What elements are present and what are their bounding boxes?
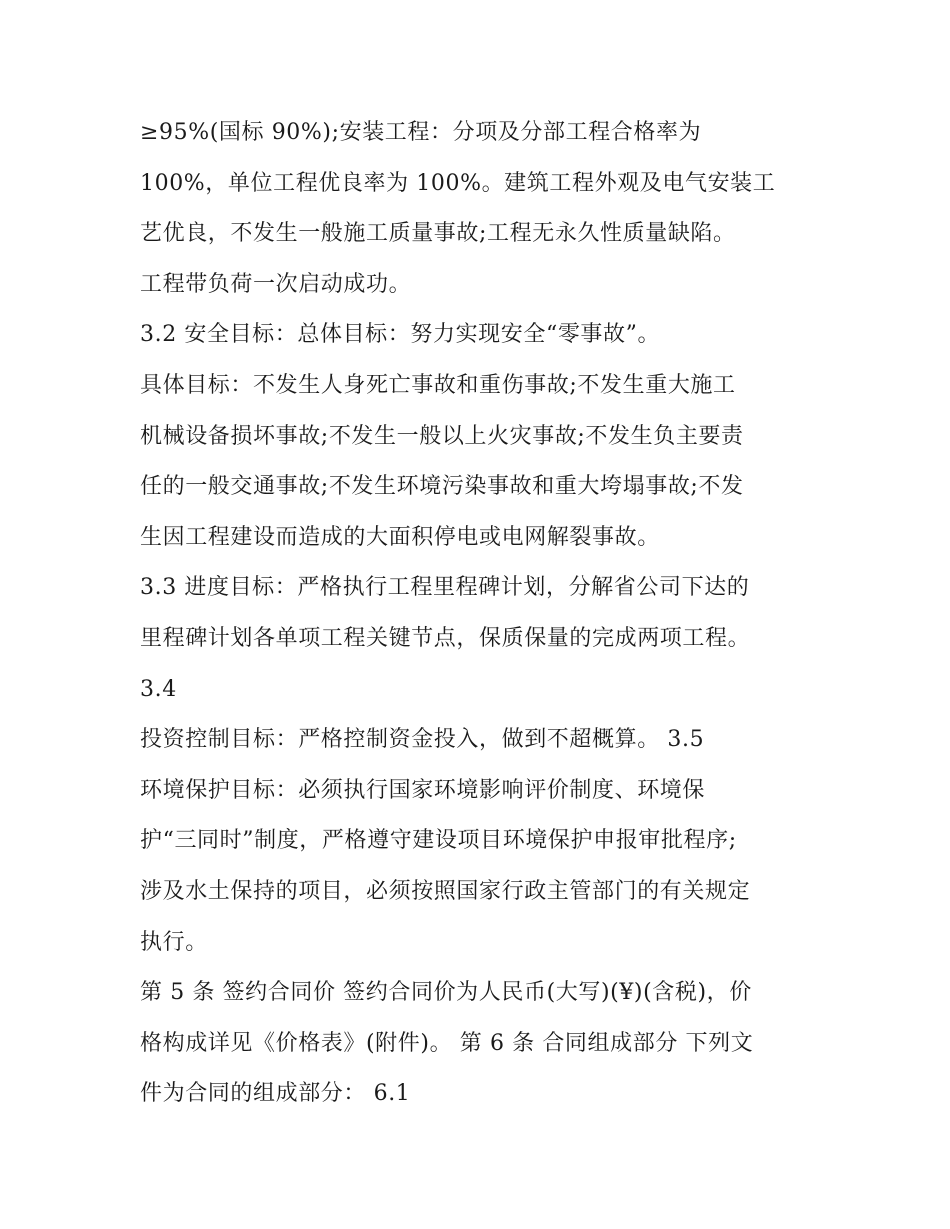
text-line-1: ≥95%(国标 90%);安装工程：分项及分部工程合格率为: [140, 120, 702, 145]
text-line-10: 3.3 进度目标：严格执行工程里程碑计划，分解省公司下达的: [140, 575, 750, 601]
text-line-2: 100%，单位工程优良率为 100%。建筑工程外观及电气安装工: [140, 170, 776, 196]
text-line-11: 里程碑计划各单项工程关键节点，保质保量的完成两项工程。: [140, 625, 751, 651]
text-line-14: 环境保护目标：必须执行国家环境影响评价制度、环境保: [140, 777, 706, 803]
text-line-12: 3.4: [140, 676, 177, 702]
text-line-16: 涉及水土保持的项目，必须按照国家行政主管部门的有关规定: [140, 878, 751, 904]
text-line-17: 执行。: [140, 929, 208, 955]
text-line-19: 格构成详见《价格表》(附件)。 第 6 条 合同组成部分 下列文: [140, 1030, 754, 1056]
text-line-5: 3.2 安全目标：总体目标：努力实现安全“零事故”。: [140, 322, 661, 348]
text-line-8: 任的一般交通事故;不发生环境污染事故和重大垮塌事故;不发: [140, 474, 744, 500]
text-line-9: 生因工程建设而造成的大面积停电或电网解裂事故。: [140, 524, 660, 550]
text-line-18: 第 5 条 签约合同价 签约合同价为人民币(大写)(¥)(含税)，价: [140, 980, 752, 1006]
text-line-7: 机械设备损坏事故;不发生一般以上火灾事故;不发生负主要责: [140, 423, 744, 449]
text-line-4: 工程带负荷一次启动成功。: [140, 271, 412, 297]
document-body: [140, 108, 830, 1120]
text-line-13: 投资控制目标：严格控制资金投入，做到不超概算。 3.5: [140, 727, 705, 753]
text-line-3: 艺优良，不发生一般施工质量事故;工程无永久性质量缺陷。: [140, 221, 736, 247]
text-line-20: 件为合同的组成部分： 6.1: [140, 1081, 411, 1107]
text-line-6: 具体目标：不发生人身死亡事故和重伤事故;不发生重大施工: [140, 372, 736, 398]
text-line-15: 护“三同时”制度，严格遵守建设项目环境保护申报审批程序;: [140, 828, 737, 854]
